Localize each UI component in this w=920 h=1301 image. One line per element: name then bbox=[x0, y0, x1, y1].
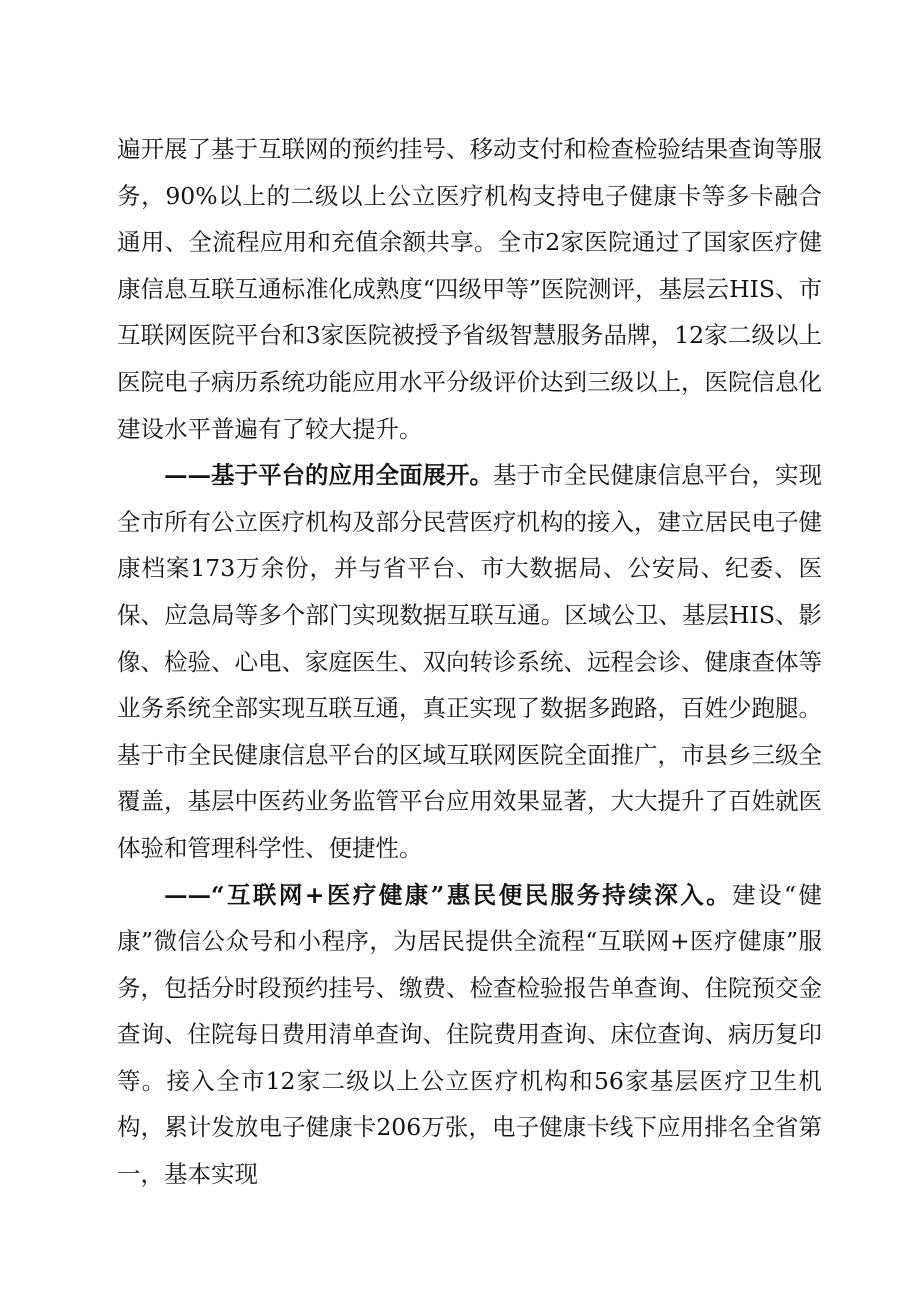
paragraph-2 bbox=[117, 452, 822, 871]
paragraph-3 bbox=[117, 872, 822, 1198]
paragraph-1 bbox=[117, 126, 822, 452]
paragraph-2-text: 基于市全民健康信息平台，实现全市所有公立医疗机构及部分民营医疗机构的接入，建立居民电子健康档案173万余份，并与省平台、市大数据局、公安局、纪委、医保、应急局等多个部门实现数据互联互通。区域公卫、基层HIS、影像、检验、心电、家庭医生、双向转诊系统、远程会诊、健康查体等业务系统全部实现互联互通，真正实现了数据多跑路，百姓少跑腿。基于市全民健康信息平台的区域互联网医院全面推广，市县乡三级全覆盖，基层中医药业务监管平台应用效果显著，大大提升了百姓就医体验和管理科学性、便捷性。 bbox=[117, 461, 822, 862]
paragraph-3-text: 建设“健康”微信公众号和小程序，为居民提供全流程“互联网+医疗健康”服务，包括分时段预约挂号、缴费、检查检验报告单查询、住院预交金查询、住院每日费用清单查询、住院费用查询、床位查询、病历复印等。接入全市12家二级以上公立医疗机构和56家基层医疗卫生机构，累计发放电子健康卡206万张，电子健康卡线下应用排名全省第一，基本实现 bbox=[117, 880, 822, 1189]
body-text bbox=[117, 126, 822, 1198]
paragraph-3-heading: ——“互联网+医疗健康”惠民便民服务持续深入。 bbox=[164, 880, 733, 909]
paragraph-2-heading: ——基于平台的应用全面展开。 bbox=[164, 461, 493, 490]
paragraph-1-text: 遍开展了基于互联网的预约挂号、移动支付和检查检验结果查询等服务，90%以上的二级以上公立医疗机构支持电子健康卡等多卡融合通用、全流程应用和充值余额共享。全市2家医院通过了国家医疗健康信息互联互通标准化成熟度“四级甲等”医院测评，基层云HIS、市互联网医院平台和3家医院被授予省级智慧服务品牌，12家二级以上医院电子病历系统功能应用水平分级评价达到三级以上，医院信息化建设水平普遍有了较大提升。 bbox=[117, 135, 822, 443]
